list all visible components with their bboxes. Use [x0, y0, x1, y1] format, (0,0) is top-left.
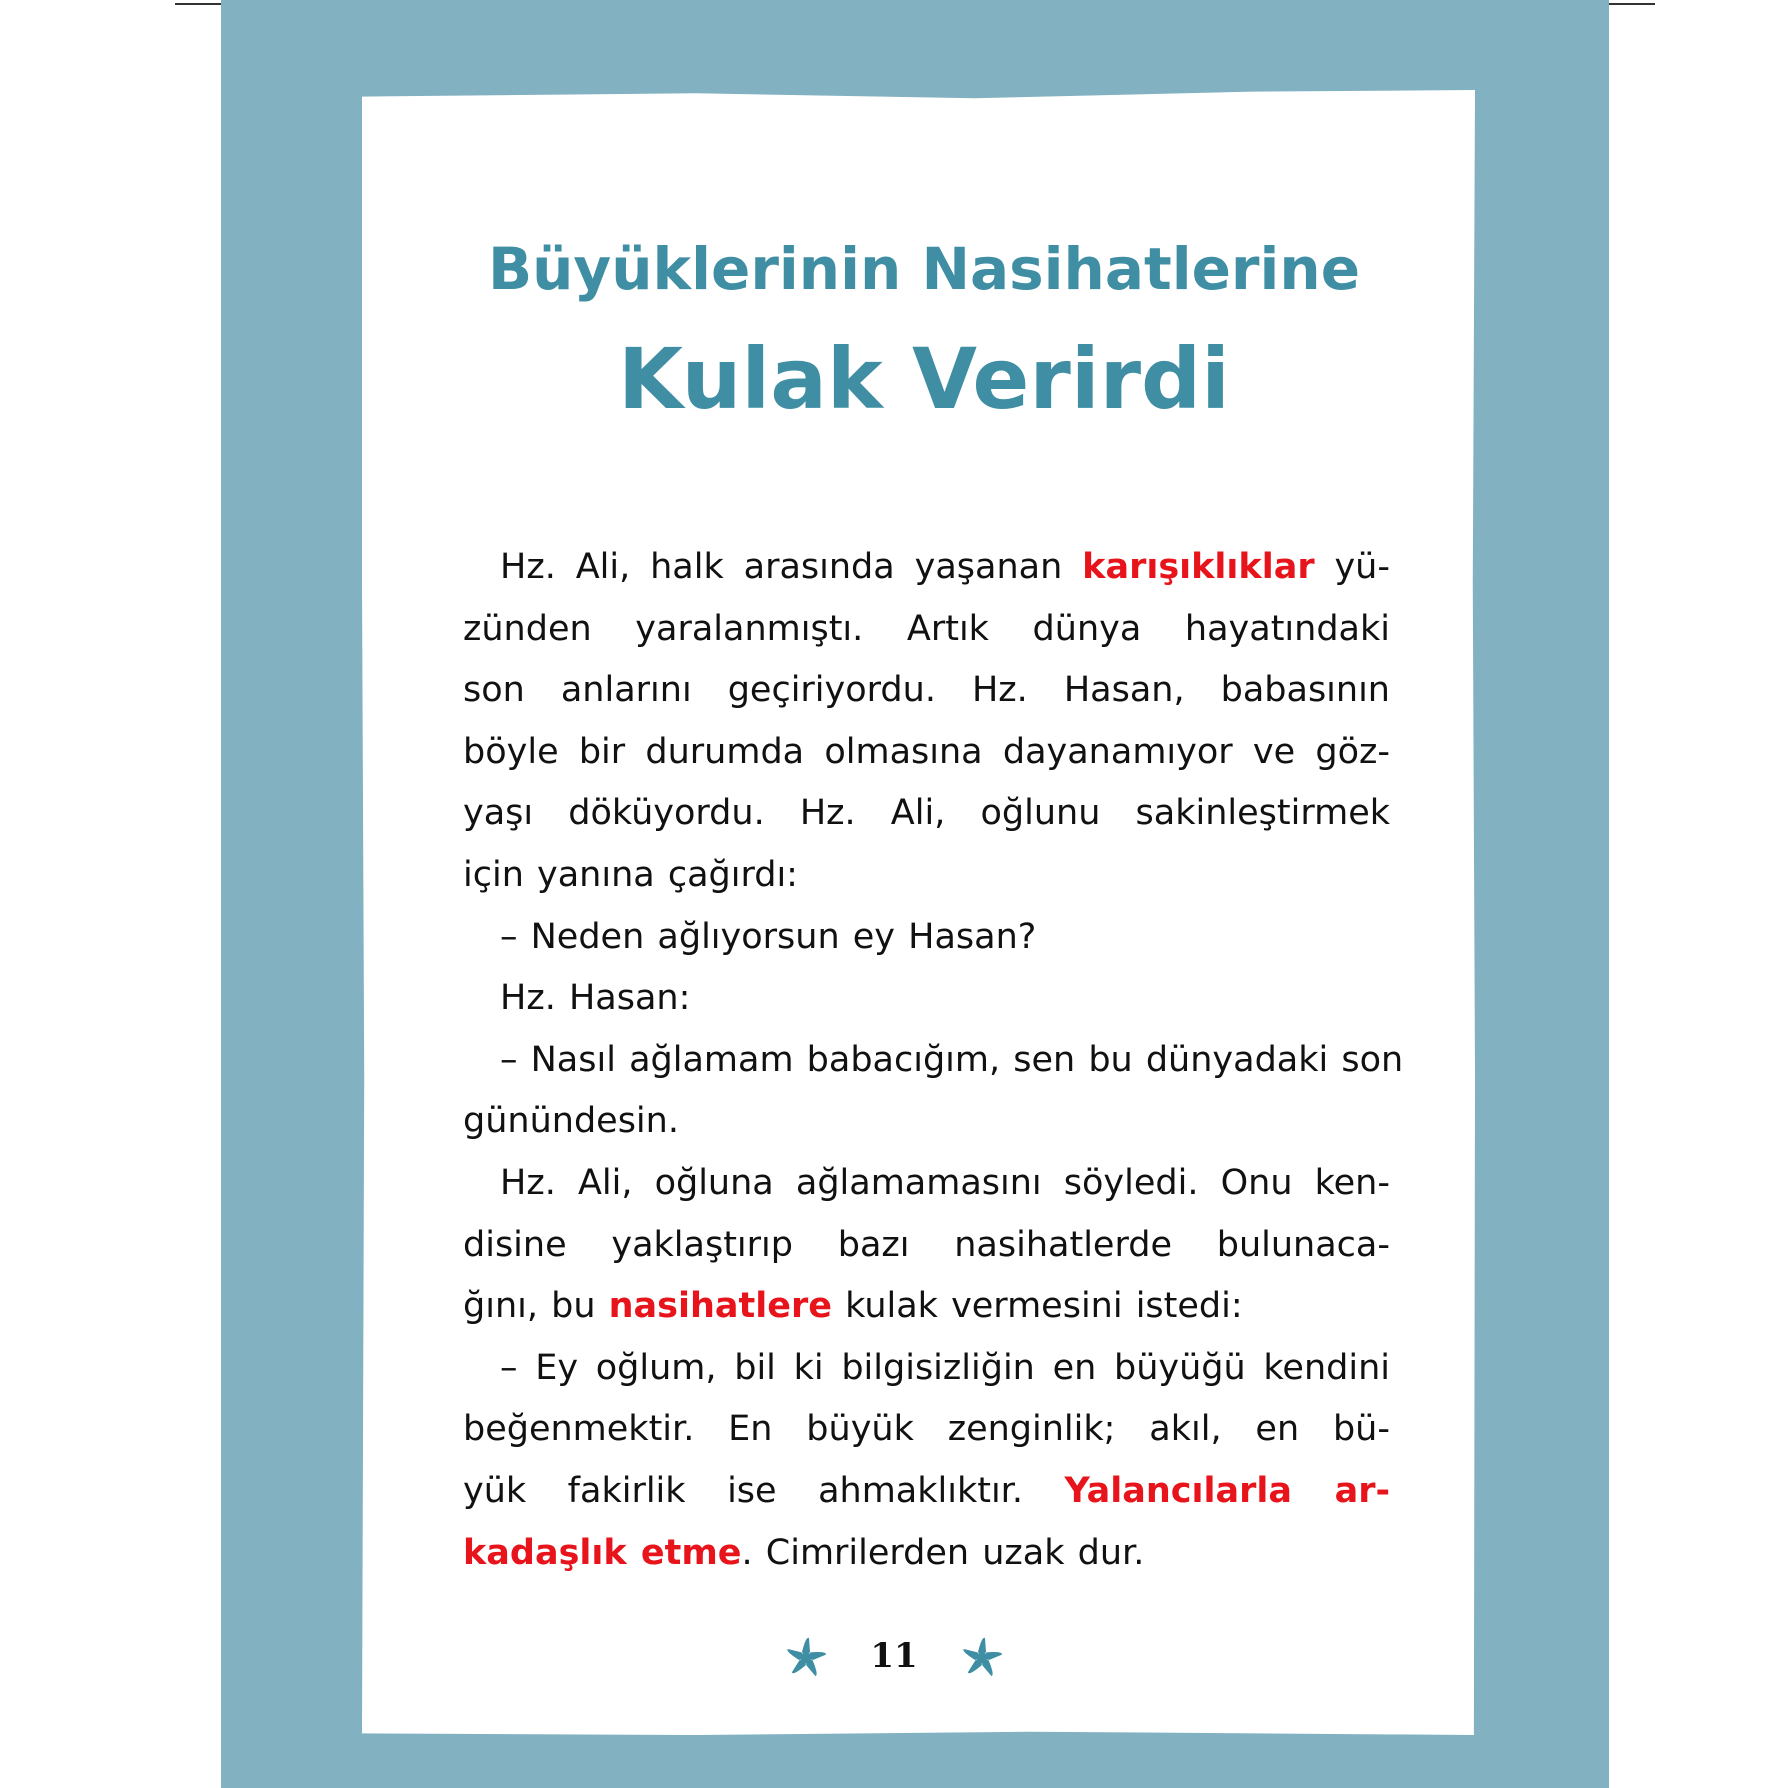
body-line: [500, 915, 1390, 959]
body-line: [463, 853, 1390, 897]
body-line: [463, 1223, 1390, 1267]
text-segment: disine yaklaştırıp bazı nasihatlerde bulunaca-: [463, 1224, 1390, 1265]
body-line: [463, 791, 1390, 835]
starfish-icon: [784, 1636, 828, 1680]
text-segment: Hz. Hasan:: [500, 978, 691, 1019]
text-segment: . Cimrilerden uzak dur.: [741, 1532, 1145, 1573]
highlighted-phrase: nasihatlere: [608, 1286, 832, 1327]
text-segment: kulak vermesini istedi:: [832, 1286, 1243, 1327]
starfish-icon: [960, 1636, 1004, 1680]
body-line: [463, 1099, 1390, 1143]
page-number: 11: [870, 1636, 918, 1676]
body-line: [463, 1531, 1390, 1575]
title-line-2: Kulak Verirdi: [618, 330, 1230, 428]
body-line: [463, 1469, 1390, 1513]
text-segment: günündesin.: [463, 1101, 679, 1142]
highlighted-phrase: karışıklıklar: [1082, 547, 1315, 587]
text-segment: yaşı döküyordu. Hz. Ali, oğlunu sakinleştirmek: [463, 793, 1390, 834]
body-line: [500, 1161, 1390, 1205]
highlighted-phrase: Yalancılarla ar-: [1064, 1471, 1390, 1511]
body-line: [463, 730, 1390, 774]
body-line: [500, 976, 1390, 1020]
body-line: [463, 1284, 1390, 1328]
text-segment: zünden yaralanmıştı. Artık dünya hayatındaki: [463, 608, 1390, 649]
text-segment: Hz. Ali, halk arasında yaşanan: [500, 547, 1083, 587]
body-line: [500, 1346, 1390, 1390]
body-line: [463, 668, 1390, 712]
body-line: [463, 1407, 1390, 1451]
body-line: [463, 607, 1390, 651]
text-segment: ğını, bu: [463, 1286, 609, 1327]
body-line: [500, 1038, 1404, 1082]
text-segment: beğenmektir. En büyük zenginlik; akıl, en bü-: [463, 1409, 1390, 1450]
text-segment: – Ey oğlum, bil ki bilgisizliğin en büyüğü kendini: [500, 1347, 1390, 1388]
body-line: [500, 545, 1390, 589]
text-segment: yük fakirlik ise ahmaklıktır.: [463, 1471, 1065, 1511]
text-segment: Hz. Ali, oğluna ağlamamasını söyledi. Onu ken-: [500, 1163, 1390, 1203]
crop-mark: [1609, 3, 1655, 5]
page-footer: [0, 1636, 1788, 1680]
text-segment: son anlarını geçiriyordu. Hz. Hasan, babasının: [463, 670, 1390, 711]
text-segment: böyle bir durumda olmasına dayanamıyor ve göz-: [463, 731, 1390, 772]
text-segment: için yanına çağırdı:: [463, 855, 798, 895]
title-line-1: Büyüklerinin Nasihatlerine: [487, 235, 1361, 303]
text-segment: – Nasıl ağlamam babacığım, sen bu dünyadaki son: [500, 1039, 1404, 1080]
crop-mark: [175, 3, 221, 5]
text-segment: – Neden ağlıyorsun ey Hasan?: [500, 916, 1037, 957]
text-segment: yü-: [1314, 547, 1390, 587]
highlighted-phrase: kadaşlık etme: [463, 1532, 742, 1573]
